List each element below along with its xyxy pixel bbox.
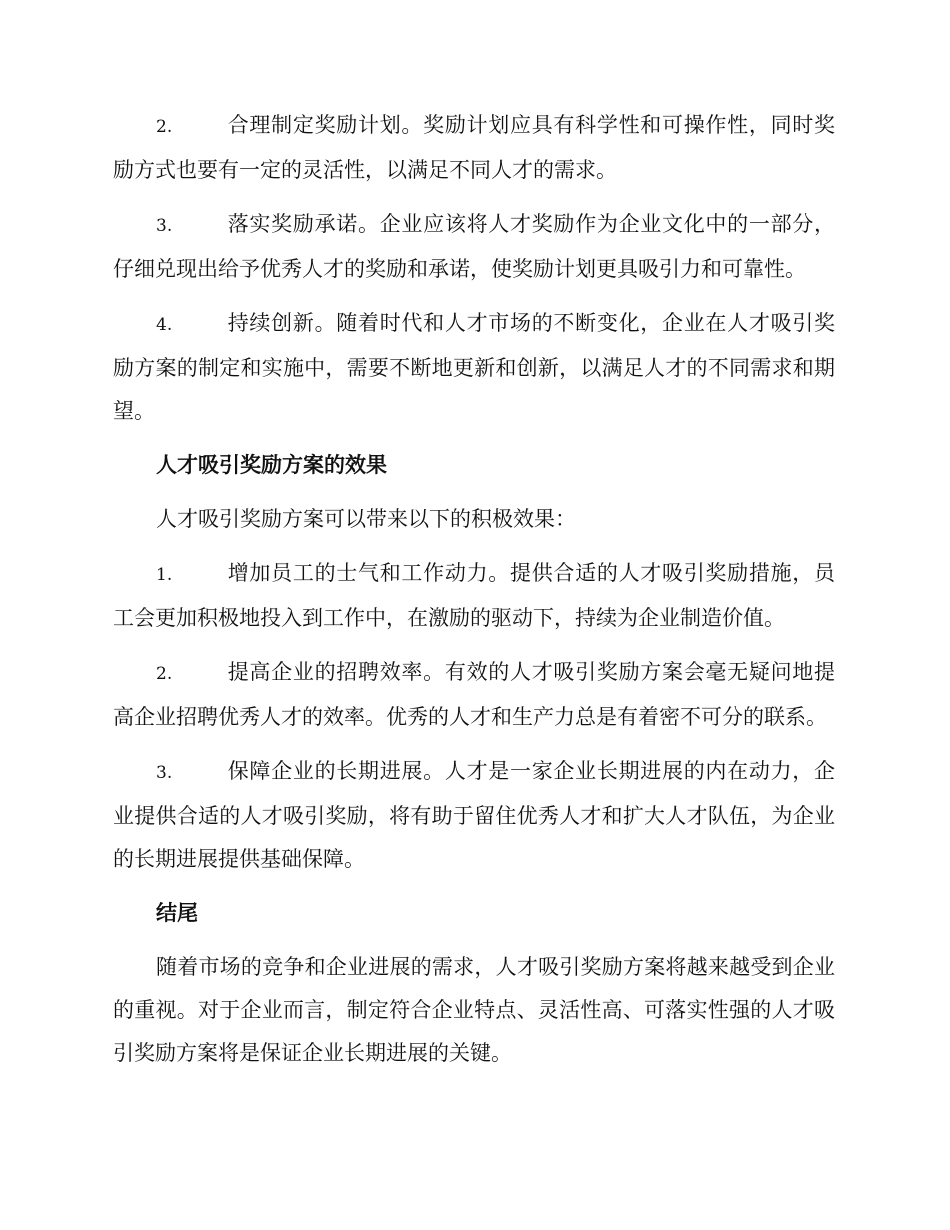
list-text: 保障企业的长期进展。人才是一家企业长期进展的内在动力，企业提供合适的人才吸引奖励，将有助于留住优秀人才和扩大人才队伍，为企业的长期进展提供基础保障。 — [113, 759, 835, 871]
list-number: 2. — [156, 117, 173, 137]
list-item — [113, 750, 835, 881]
list-text: 增加员工的士气和工作动力。提供合适的人才吸引奖励措施，员工会更加积极地投入到工作中，在激励的驱动下，持续为企业制造价值。 — [113, 561, 835, 630]
list-item — [113, 104, 835, 192]
list-item — [113, 203, 835, 291]
section-heading-conclusion: 结尾 — [156, 901, 198, 925]
list-text: 落实奖励承诺。企业应该将人才奖励作为企业文化中的一部分，仔细兑现出给予优秀人才的奖励和承诺，使奖励计划更具吸引力和可靠性。 — [113, 212, 835, 281]
conclusion-body: 随着市场的竞争和企业进展的需求，人才吸引奖励方案将越来越受到企业的重视。对于企业而言，制定符合企业特点、灵活性高、可落实性强的人才吸引奖励方案将是保证企业长期进展的关键。 — [113, 955, 835, 1065]
list-number: 3. — [156, 763, 173, 783]
list-item — [113, 651, 835, 739]
list-number: 3. — [156, 216, 173, 236]
list-item — [113, 552, 835, 640]
list-number: 2. — [156, 664, 173, 684]
list-text: 合理制定奖励计划。奖励计划应具有科学性和可操作性，同时奖励方式也要有一定的灵活性，以满足不同人才的需求。 — [113, 113, 835, 182]
list-item — [113, 302, 835, 433]
list-text: 持续创新。随着时代和人才市场的不断变化，企业在人才吸引奖励方案的制定和实施中，需要不断地更新和创新，以满足人才的不同需求和期望。 — [113, 311, 835, 423]
effects-intro: 人才吸引奖励方案可以带来以下的积极效果： — [156, 507, 576, 531]
document-content — [113, 104, 835, 1086]
list-number: 4. — [156, 315, 173, 335]
list-number: 1. — [156, 565, 173, 585]
section-heading-effects: 人才吸引奖励方案的效果 — [156, 453, 387, 477]
list-text: 提高企业的招聘效率。有效的人才吸引奖励方案会毫无疑问地提高企业招聘优秀人才的效率。优秀的人才和生产力总是有着密不可分的联系。 — [113, 660, 835, 729]
